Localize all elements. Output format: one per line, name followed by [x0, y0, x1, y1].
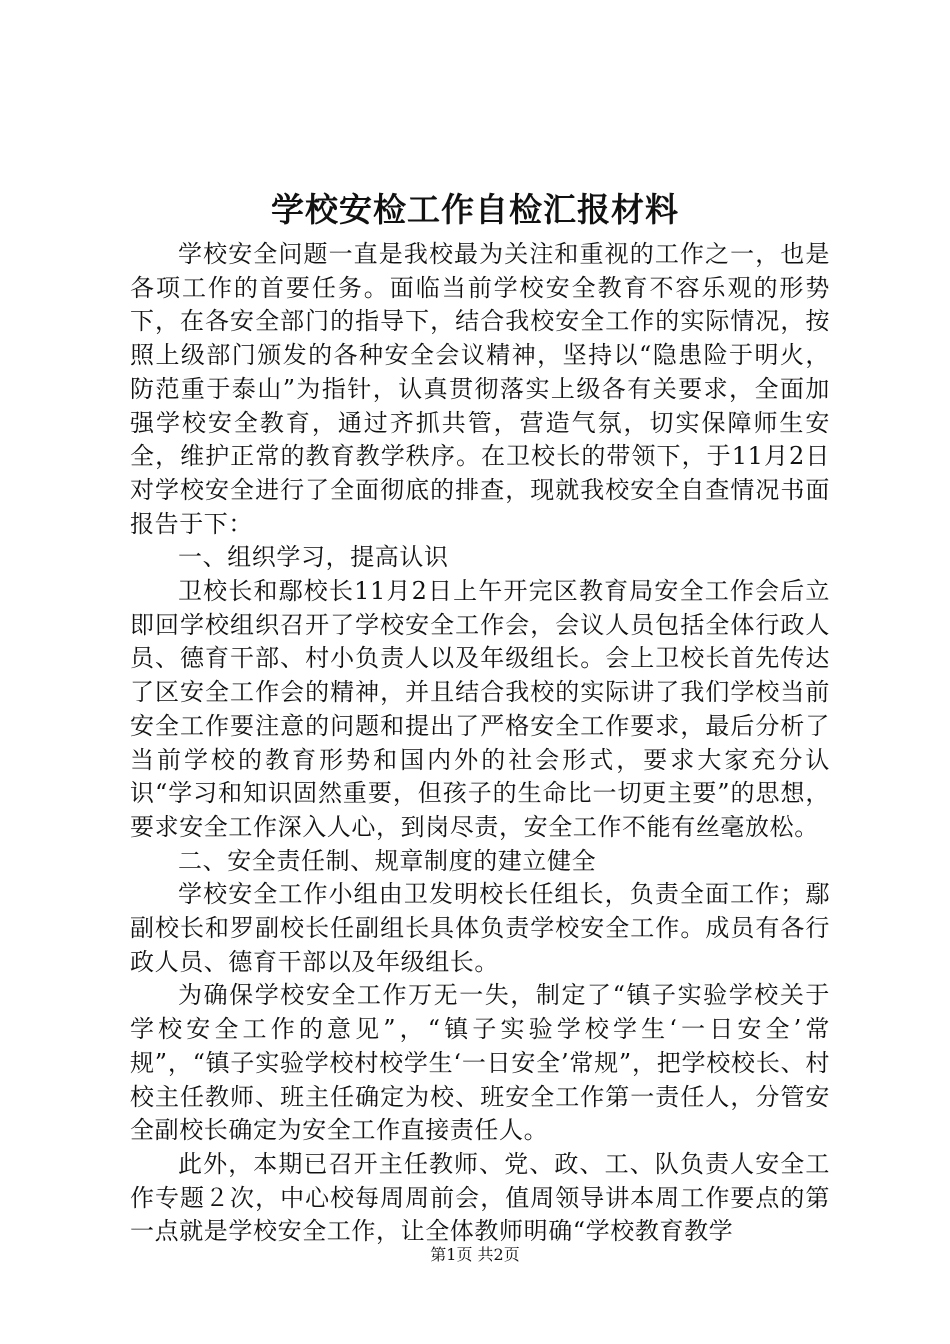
document-title: 学校安检工作自检汇报材料	[271, 190, 679, 229]
paragraph-safety-group: 学校安全工作小组由卫发明校长任组长，负责全面工作；鄢副校长和罗副校长任副组长具体负责学校安全工作。成员有各行政人员、德育干部以及年级组长。	[130, 880, 830, 976]
paragraph-meetings: 此外，本期已召开主任教师、党、政、工、队负责人安全工作专题２次，中心校每周周前会，值周领导讲本周工作要点的第一点就是学校安全工作，让全体教师明确“学校教育教学	[130, 1149, 830, 1246]
section-heading-2: 二、安全责任制、规章制度的建立健全	[178, 846, 597, 875]
section-heading-1: 一、组织学习，提高认识	[178, 543, 449, 572]
page-footer: 第1页 共2页	[430, 1245, 520, 1264]
document-body	[130, 238, 830, 1249]
paragraph-regulations: 为确保学校安全工作万无一失，制定了“镇子实验学校关于学校安全工作的意见”，“镇子实验学校学生‘一日安全’常规”，“镇子实验学校村校学生‘一日安全’常规”，把学校校长、村校主任教师、班主任确定为校、班安全工作第一责任人，分管安全副校长确定为安全工作直接责任人。	[130, 981, 830, 1145]
paragraph-section-1: 卫校长和鄢校长11月2日上午开完区教育局安全工作会后立即回学校组织召开了学校安全工作会，会议人员包括全体行政人员、德育干部、村小负责人以及年级组长。会上卫校长首先传达了区安全工作会的精神，并且结合我校的实际讲了我们学校当前安全工作要注意的问题和提出了严格安全工作要求，最后分析了当前学校的教育形势和国内外的社会形式，要求大家充分认识“学习和知识固然重要，但孩子的生命比一切更主要”的思想，要求安全工作深入人心，到岗尽责，安全工作不能有丝毫放松。	[130, 577, 830, 841]
paragraph-intro: 学校安全问题一直是我校最为关注和重视的工作之一，也是各项工作的首要任务。面临当前学校安全教育不容乐观的形势下，在各安全部门的指导下，结合我校安全工作的实际情况，按照上级部门颁发的各种安全会议精神，坚持以“隐患险于明火，防范重于泰山”为指针，认真贯彻落实上级各有关要求，全面加强学校安全教育，通过齐抓共管，营造气氛，切实保障师生安全，维护正常的教育教学秩序。在卫校长的带领下，于11月2日对学校安全进行了全面彻底的排查，现就我校安全自查情况书面报告于下：	[130, 240, 830, 538]
